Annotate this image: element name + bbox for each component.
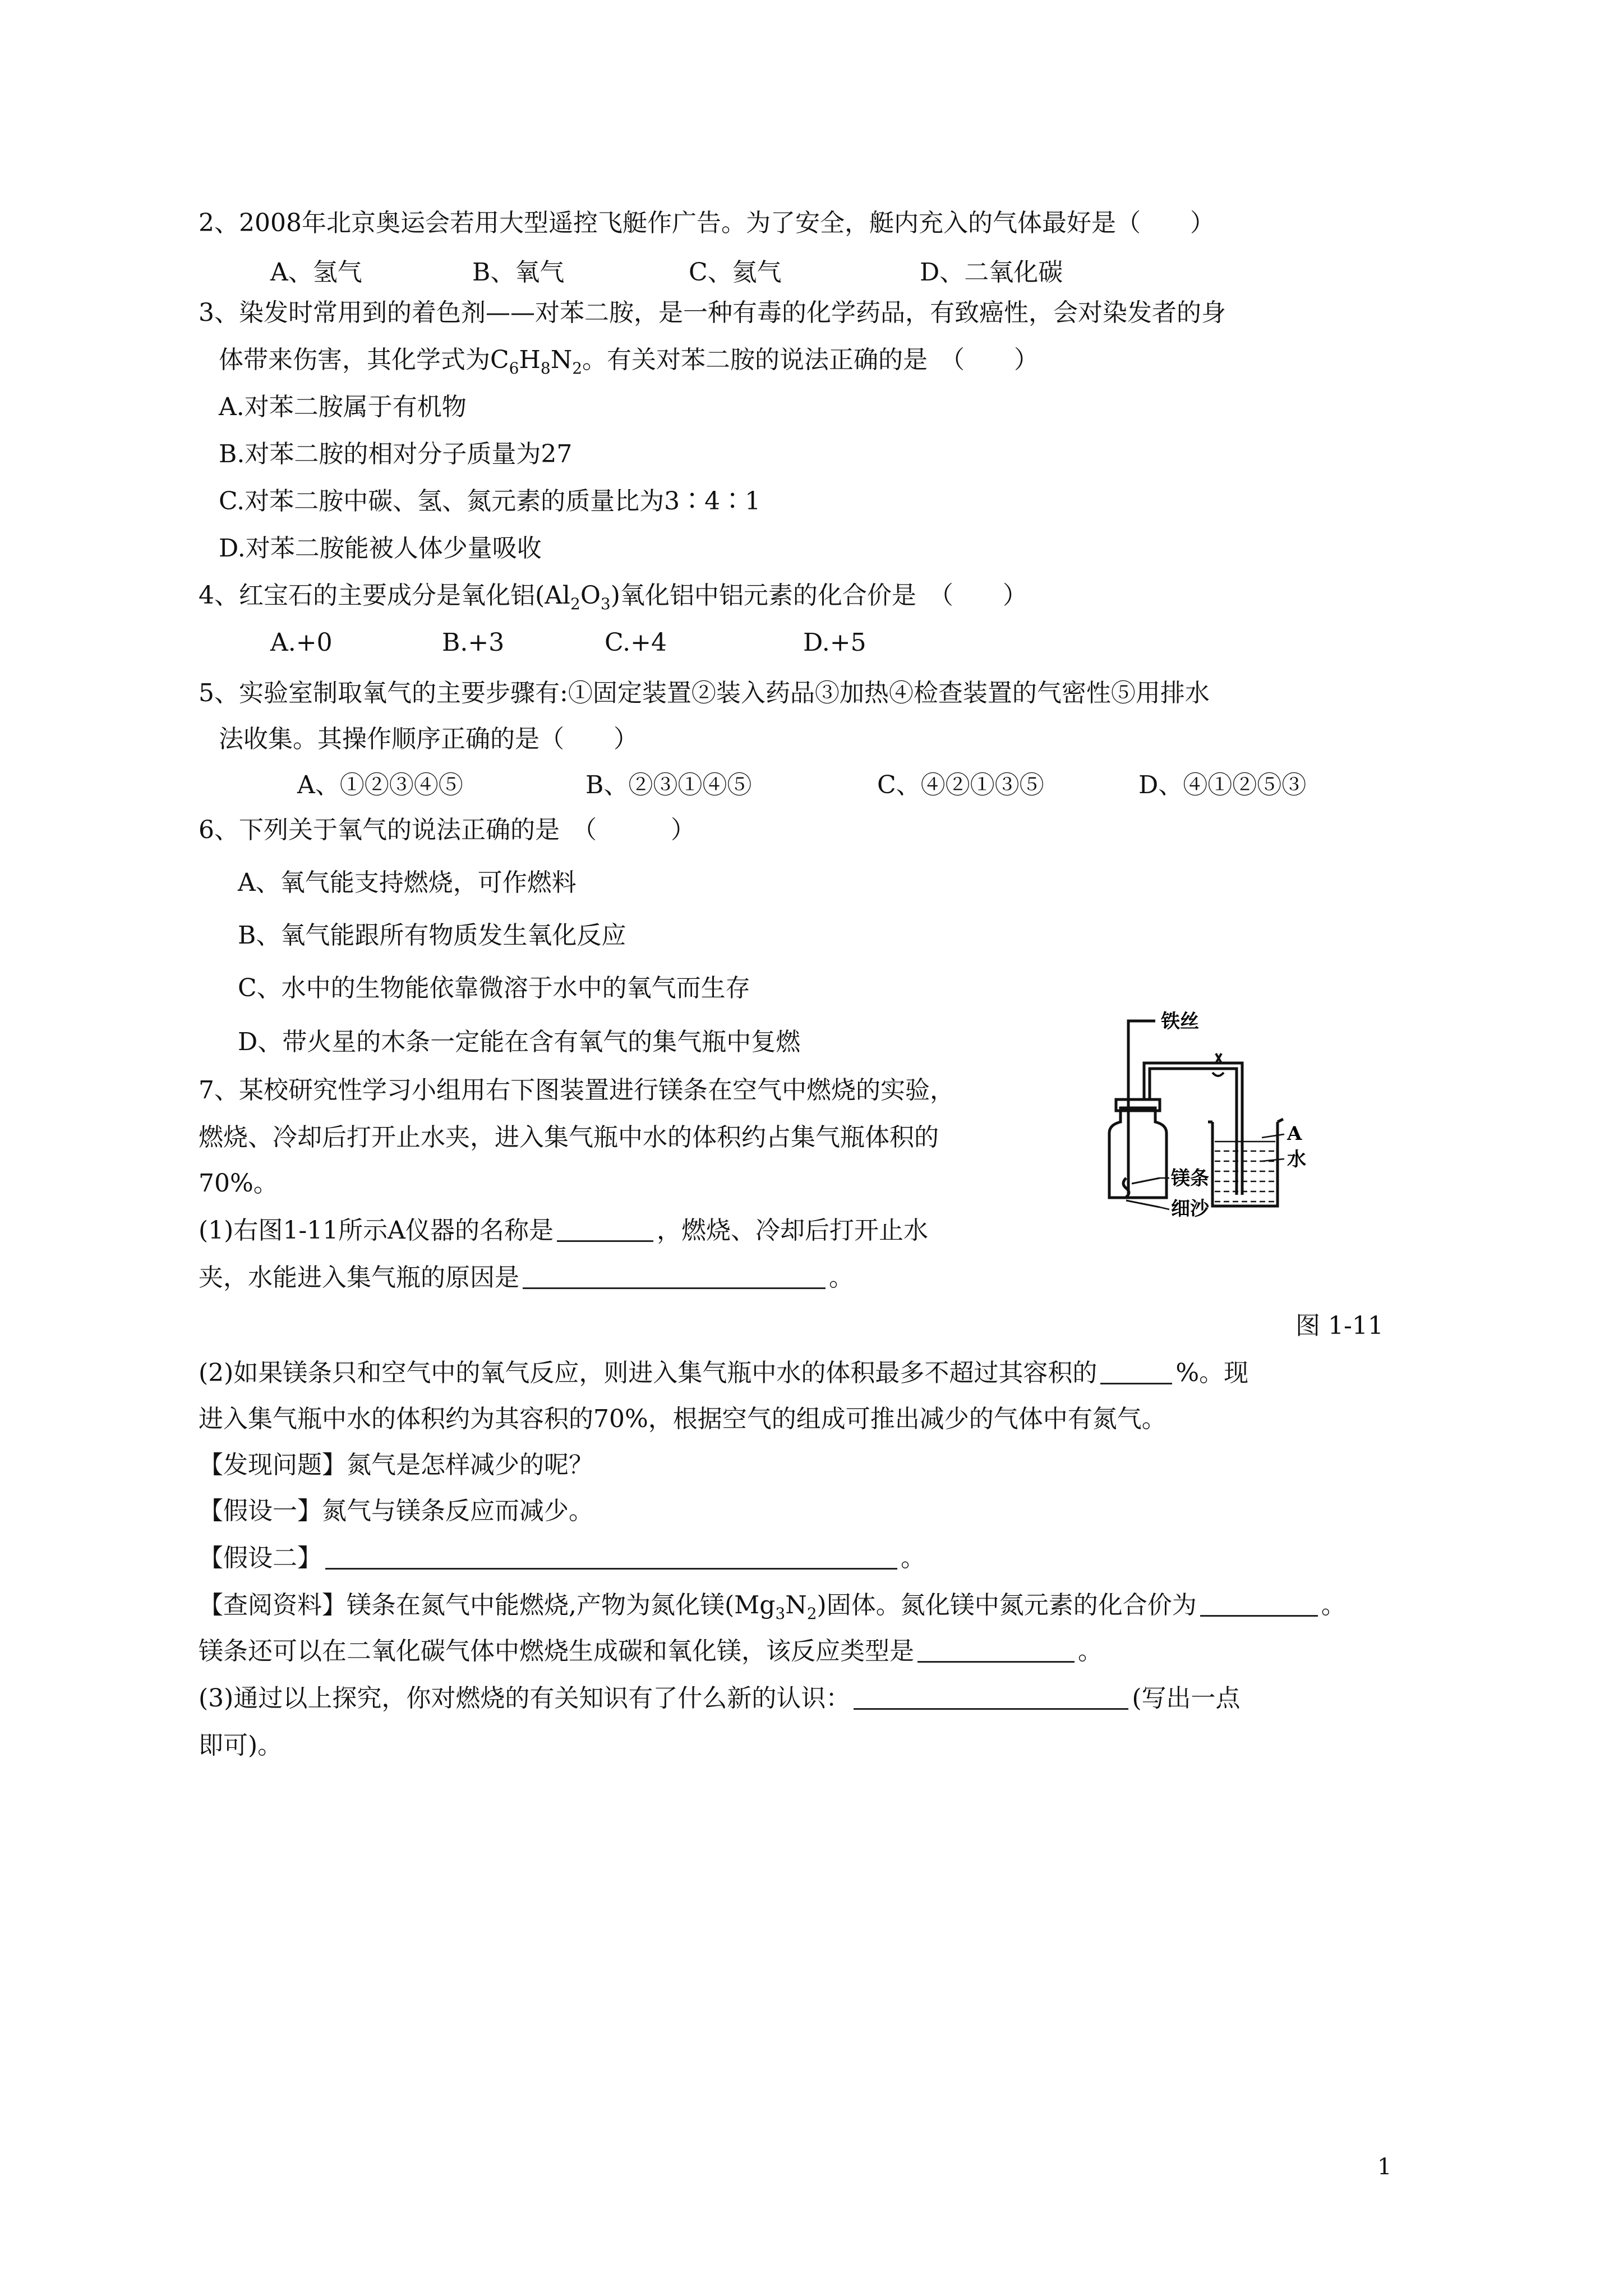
q4-stem: 4、红宝石的主要成分是氧化铝$(Al_2O_3)$氧化铝中铝元素的化合价是 （ ） [199, 581, 1027, 613]
q5-option-a: A、①②③④⑤ [297, 771, 463, 799]
blank-new-understanding[interactable] [854, 1683, 1128, 1710]
q4-option-a: A.+0 [270, 628, 333, 657]
q3-option-b: B.对苯二胺的相对分子质量为27 [219, 440, 573, 468]
blank-nitrogen-valence[interactable] [1200, 1590, 1318, 1617]
q3-option-a: A.对苯二胺属于有机物 [219, 393, 467, 421]
apparatus-figure [1094, 1010, 1352, 1251]
q7-intro-line1: 7、某校研究性学习小组用右下图装置进行镁条在空气中燃烧的实验， [199, 1076, 955, 1105]
reference-line1: 【查阅资料】镁条在氮气中能燃烧,产物为氮化镁$(Mg_3N_2)$固体。氮化镁中氮元素的化合价为 。 [199, 1591, 1346, 1623]
figure-caption: 图 1-11 [1295, 1312, 1384, 1340]
page-number: 1 [1377, 2154, 1392, 2180]
q5-option-c: C、④②①③⑤ [877, 771, 1044, 799]
q6-option-d: D、带火星的木条一定能在含有氧气的集气瓶中复燃 [238, 1028, 801, 1056]
q5-option-b: B、②③①④⑤ [585, 771, 752, 799]
q5-option-d: D、④①②⑤③ [1138, 771, 1307, 799]
figure-label-sand: 细沙 [1171, 1198, 1209, 1220]
figure-label-wire: 铁丝 [1161, 1010, 1199, 1033]
q2-stem: 2、2008年北京奥运会若用大型遥控飞艇作广告。为了安全，艇内充入的气体最好是（ ） [199, 209, 1215, 237]
q7-part1-line2: 夹，水能进入集气瓶的原因是 。 [199, 1263, 854, 1292]
blank-hypothesis-2[interactable] [325, 1543, 897, 1570]
q2-option-a: A、氢气 [270, 258, 362, 287]
hypothesis-2: 【假设二】 。 [199, 1544, 925, 1572]
q7-intro-line2: 燃烧、冷却后打开止水夹，进入集气瓶中水的体积约占集气瓶体积的 [199, 1123, 939, 1152]
q6-option-b: B、氧气能跟所有物质发生氧化反应 [238, 921, 626, 950]
q2-option-d: D、二氧化碳 [920, 258, 1063, 287]
q7-part1-line1: (1)右图1-11所示A仪器的名称是 ，燃烧、冷却后打开止水 [199, 1216, 928, 1245]
q2-option-b: B、氧气 [472, 258, 565, 287]
figure-label-a: A [1287, 1122, 1302, 1145]
q3-stem-line2: 体带来伤害，其化学式为$C_6H_8N_2$。有关对苯二胺的说法正确的是 （ ） [219, 346, 1039, 378]
q4-option-d: D.+5 [803, 628, 866, 657]
blank-max-volume[interactable] [1100, 1358, 1172, 1384]
q7-part3-line2: 即可)。 [199, 1731, 283, 1760]
q3-option-d: D.对苯二胺能被人体少量吸收 [219, 534, 542, 563]
q5-stem-line2: 法收集。其操作顺序正确的是（ ） [219, 725, 638, 753]
blank-water-reason[interactable] [523, 1263, 826, 1289]
q3-stem-line1: 3、染发时常用到的着色剂——对苯二胺，是一种有毒的化学药品，有致癌性，会对染发者的身 [199, 298, 1226, 327]
figure-label-water: 水 [1287, 1148, 1306, 1171]
figure-label-magnesium: 镁条 [1171, 1167, 1209, 1190]
q6-stem: 6、下列关于氧气的说法正确的是 （ ） [199, 816, 695, 844]
q4-option-c: C.+4 [605, 628, 667, 657]
q2-option-c: C、氦气 [689, 258, 782, 287]
q7-part2-line1: (2)如果镁条只和空气中的氧气反应，则进入集气瓶中水的体积最多不超过其容积的 %。现 [199, 1359, 1249, 1387]
blank-reaction-type[interactable] [917, 1636, 1075, 1663]
blank-instrument-name[interactable] [557, 1216, 653, 1242]
hypothesis-1: 【假设一】氮气与镁条反应而减少。 [199, 1497, 593, 1525]
q7-part3-line1: (3)通过以上探究，你对燃烧的有关知识有了什么新的认识： (写出一点 [199, 1684, 1241, 1713]
q6-option-a: A、氧气能支持燃烧，可作燃料 [238, 868, 577, 897]
q4-option-b: B.+3 [442, 628, 505, 657]
q7-part2-line2: 进入集气瓶中水的体积约为其容积的70%，根据空气的组成可推出减少的气体中有氮气。 [199, 1405, 1166, 1433]
q5-stem-line1: 5、实验室制取氧气的主要步骤有:①固定装置②装入药品③加热④检查装置的气密性⑤用排水 [199, 679, 1210, 707]
discover-problem: 【发现问题】氮气是怎样减少的呢？ [199, 1451, 593, 1479]
q6-option-c: C、水中的生物能依靠微溶于水中的氧气而生存 [238, 974, 750, 1002]
q7-intro-line3: 70%。 [199, 1169, 278, 1198]
q3-option-c: C.对苯二胺中碳、氢、氮元素的质量比为3∶4∶1 [219, 487, 761, 516]
reference-line2: 镁条还可以在二氧化碳气体中燃烧生成碳和氧化镁，该反应类型是 。 [199, 1637, 1103, 1665]
